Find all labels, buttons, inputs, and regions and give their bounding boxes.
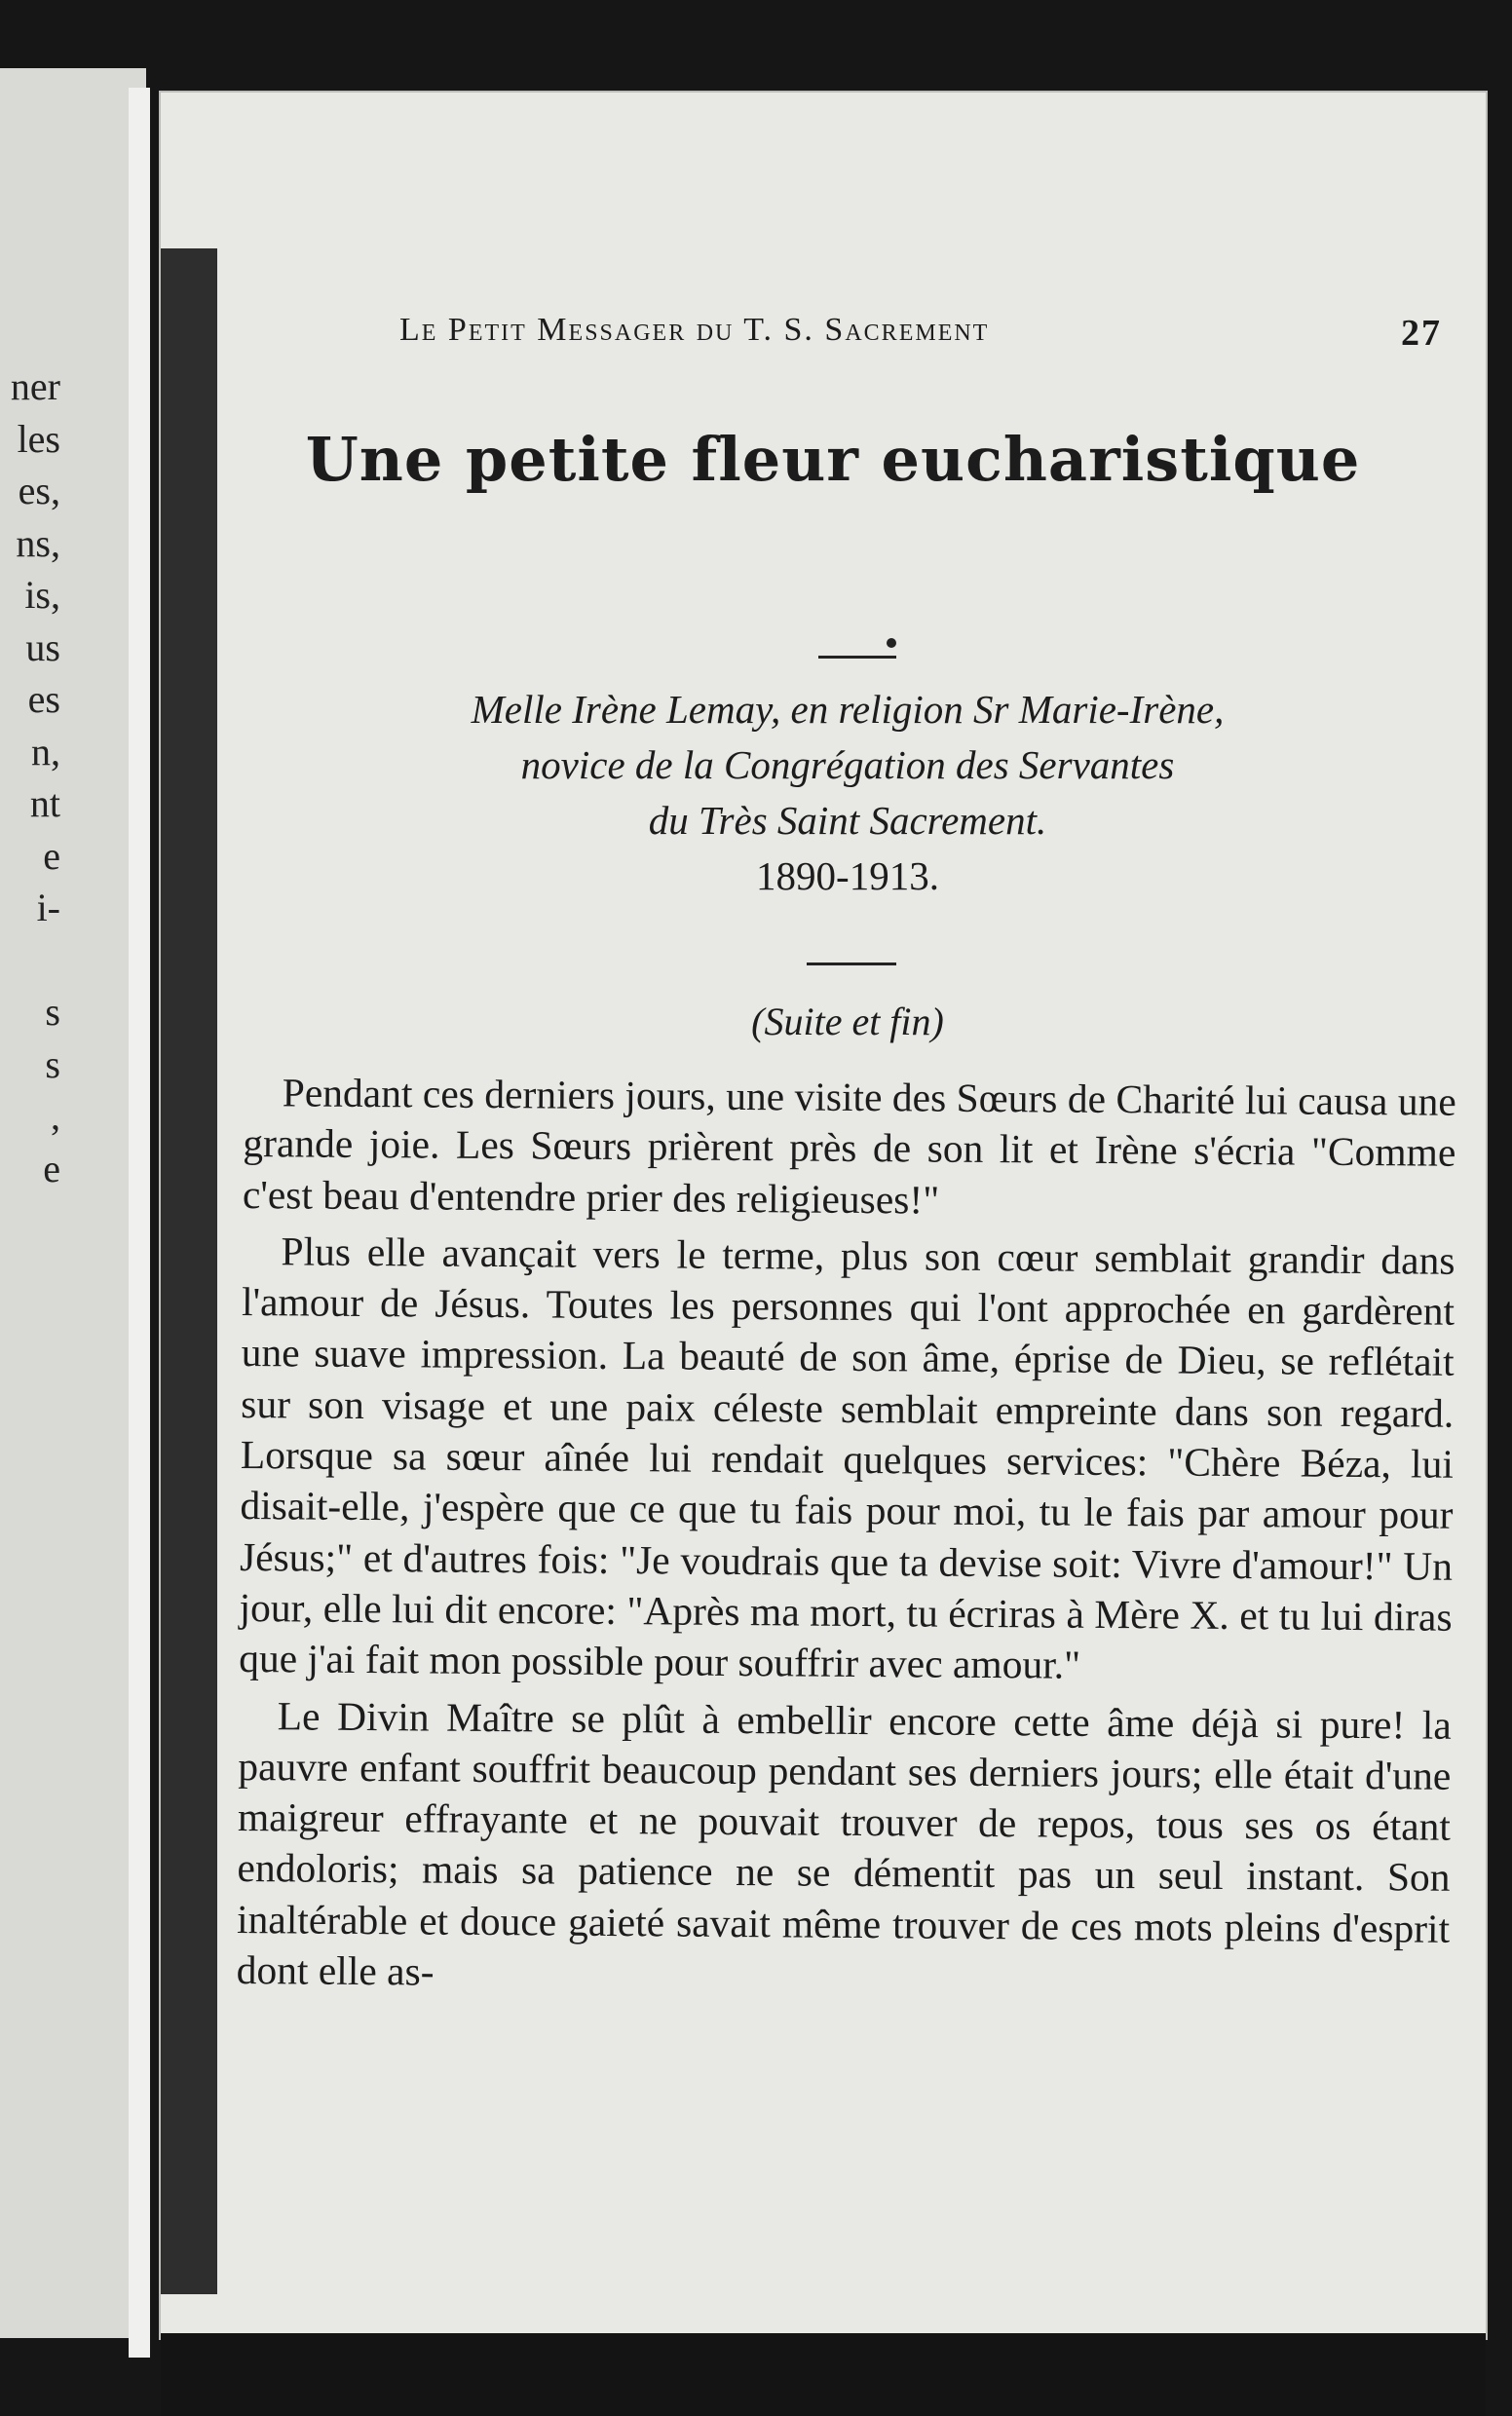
fragment: es, [18, 469, 60, 512]
fragment: i- [36, 886, 60, 929]
fragment: s [45, 990, 60, 1034]
article-title: Une petite fleur eucharistique [305, 424, 1361, 495]
fragment: nt [29, 781, 60, 825]
fragment: es [27, 677, 60, 721]
paragraph: Plus elle avançait vers le terme, plus son cœur semblait grandir dans l'amour de Jésus. Toutes les personnes qui l'ont approchée en gardèrent une suave impression. La beauté de son âme, éprise de Dieu, se reflétait sur son visage et une paix céleste semblait empreinte dans son regard. Lorsque sa sœur aînée lui rendait quelques services: "Chère Béza, lui disait-elle, j'espère que ce que tu fais pour moi, tu le fais par amour pour Jésus;" et d'autres fois: "Je voudrais que ta devise soit: Vivre d'amour!" Un jour, elle lui dit encore: "Après ma mort, tu écriras à Mère X. et tu lui diras que j'ai fait mon possible pour souffrir avec amour." [239, 1228, 1455, 1688]
fragment: les [17, 416, 60, 461]
paragraph: Pendant ces derniers jours, une visite des Sœurs de Charité lui causa une grande joie. Les Sœurs prièrent près de son lit et Irène s'écria "Comme c'est beau d'entendre prier des religieuses!" [242, 1070, 1456, 1223]
fragment: is, [24, 573, 60, 617]
fragment [0, 934, 60, 987]
article-body [236, 1067, 1455, 2011]
page-edge [129, 88, 150, 2358]
dedication-line: Melle Irène Lemay, en religion Sr Marie-Irène, [471, 687, 1225, 732]
book-page [161, 93, 1486, 2338]
paragraph: Le Divin Maître se plût à embellir encore cette âme déjà si pure! la pauvre enfant souffrit beaucoup pendant ses derniers jours; elle était d'une maigreur effrayante et ne pouvait trouver de repos, tous ses os étant endoloris; mais sa patience ne se démentit pas un seul instant. Son inaltérable et douce gaieté savait même trouver de ces mots pleins d'esprit dont elle as- [236, 1692, 1452, 1994]
fragment: e [43, 833, 60, 878]
fragment: us [25, 624, 60, 669]
divider-rule [807, 963, 896, 965]
fragment: e [43, 1146, 60, 1190]
divider-rule [818, 656, 896, 659]
ornament-dot [887, 638, 896, 648]
fragment: n, [31, 729, 60, 774]
background-shadow [161, 2333, 1486, 2416]
binding-shadow [161, 248, 217, 2294]
running-title: Le Petit Messager du T. S. Sacrement [399, 312, 990, 348]
fragment: , [51, 1094, 60, 1138]
fragment: s [45, 1041, 60, 1086]
previous-page-text [0, 360, 146, 1194]
dedication-line: du Très Saint Sacrement. [648, 798, 1047, 843]
dedication [244, 682, 1452, 904]
fragment: ner [10, 364, 60, 408]
page-number: 27 [1401, 313, 1442, 354]
previous-page [0, 68, 146, 2338]
dedication-line: novice de la Congrégation des Servantes [520, 742, 1175, 787]
dedication-dates: 1890-1913. [756, 853, 939, 898]
fragment: ns, [16, 520, 60, 565]
subtitle: (Suite et fin) [751, 1000, 944, 1043]
